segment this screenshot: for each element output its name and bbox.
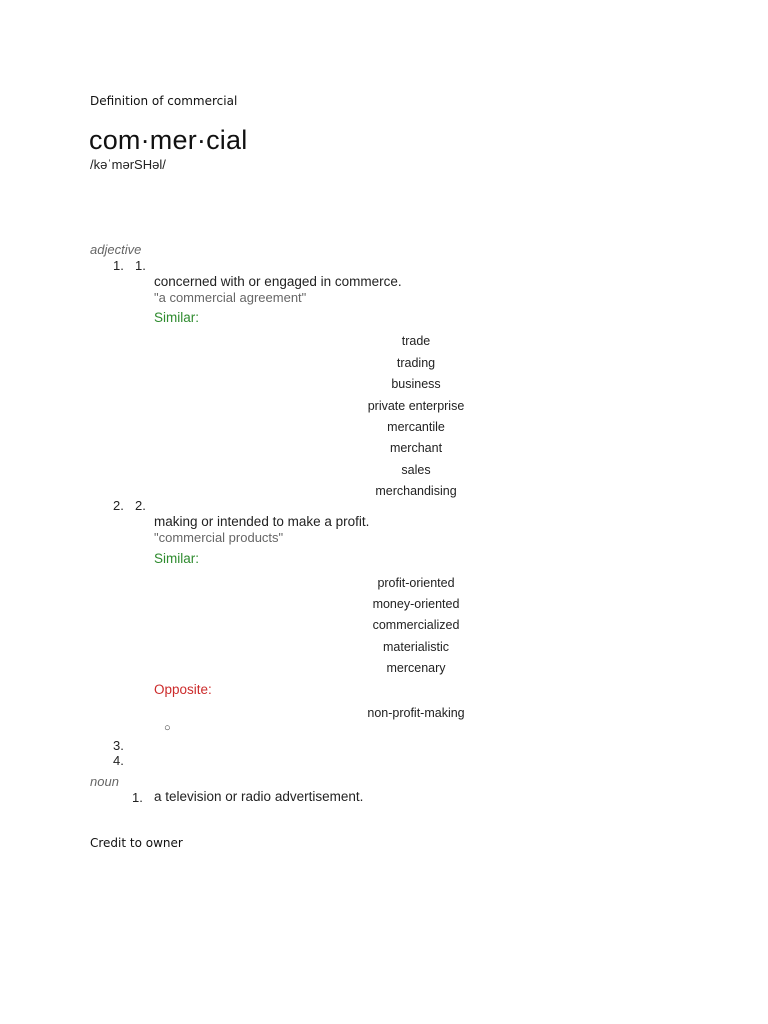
similar-word[interactable]: mercantile	[387, 420, 445, 434]
similar-word[interactable]: commercialized	[372, 618, 460, 632]
headword: com·mer·cial	[89, 125, 248, 155]
opposite-label: Opposite:	[154, 682, 212, 697]
definition-text: a television or radio advertisement.	[154, 789, 364, 804]
similar-word[interactable]: private enterprise	[367, 399, 465, 413]
example-text: "commercial products"	[154, 530, 284, 545]
similar-word[interactable]: business	[391, 377, 441, 391]
similar-word[interactable]: trade	[401, 334, 431, 348]
opposite-word[interactable]: non-profit-making	[367, 706, 465, 720]
similar-word[interactable]: profit-oriented	[377, 576, 455, 590]
list-number: 4.	[113, 753, 124, 768]
credit-note: Credit to owner	[90, 836, 183, 850]
similar-word[interactable]: mercenary	[386, 661, 446, 675]
similar-word[interactable]: sales	[401, 463, 431, 477]
definition-text: concerned with or engaged in commerce.	[154, 274, 402, 289]
list-number: 3.	[113, 738, 124, 753]
list-number: 2.	[135, 498, 146, 513]
definition-text: making or intended to make a profit.	[154, 514, 370, 529]
example-text: "a commercial agreement"	[154, 290, 307, 305]
part-of-speech-noun: noun	[90, 774, 119, 789]
list-number: 2.	[113, 498, 124, 513]
similar-word[interactable]: trading	[396, 356, 436, 370]
similar-word[interactable]: materialistic	[383, 640, 449, 654]
part-of-speech-adjective: adjective	[90, 242, 142, 257]
similar-label: Similar:	[154, 551, 200, 566]
list-number: 1.	[113, 258, 124, 273]
similar-word[interactable]: money-oriented	[372, 597, 460, 611]
list-number: 1.	[132, 790, 143, 805]
page-heading: Definition of commercial	[90, 94, 238, 108]
similar-word[interactable]: merchandising	[375, 484, 457, 498]
list-number: 1.	[135, 258, 146, 273]
hollow-bullet-icon: ○	[164, 722, 171, 734]
similar-label: Similar:	[154, 310, 200, 325]
phonetic-spelling: /kəˈmərSHəl/	[90, 157, 166, 172]
similar-word[interactable]: merchant	[389, 441, 443, 455]
